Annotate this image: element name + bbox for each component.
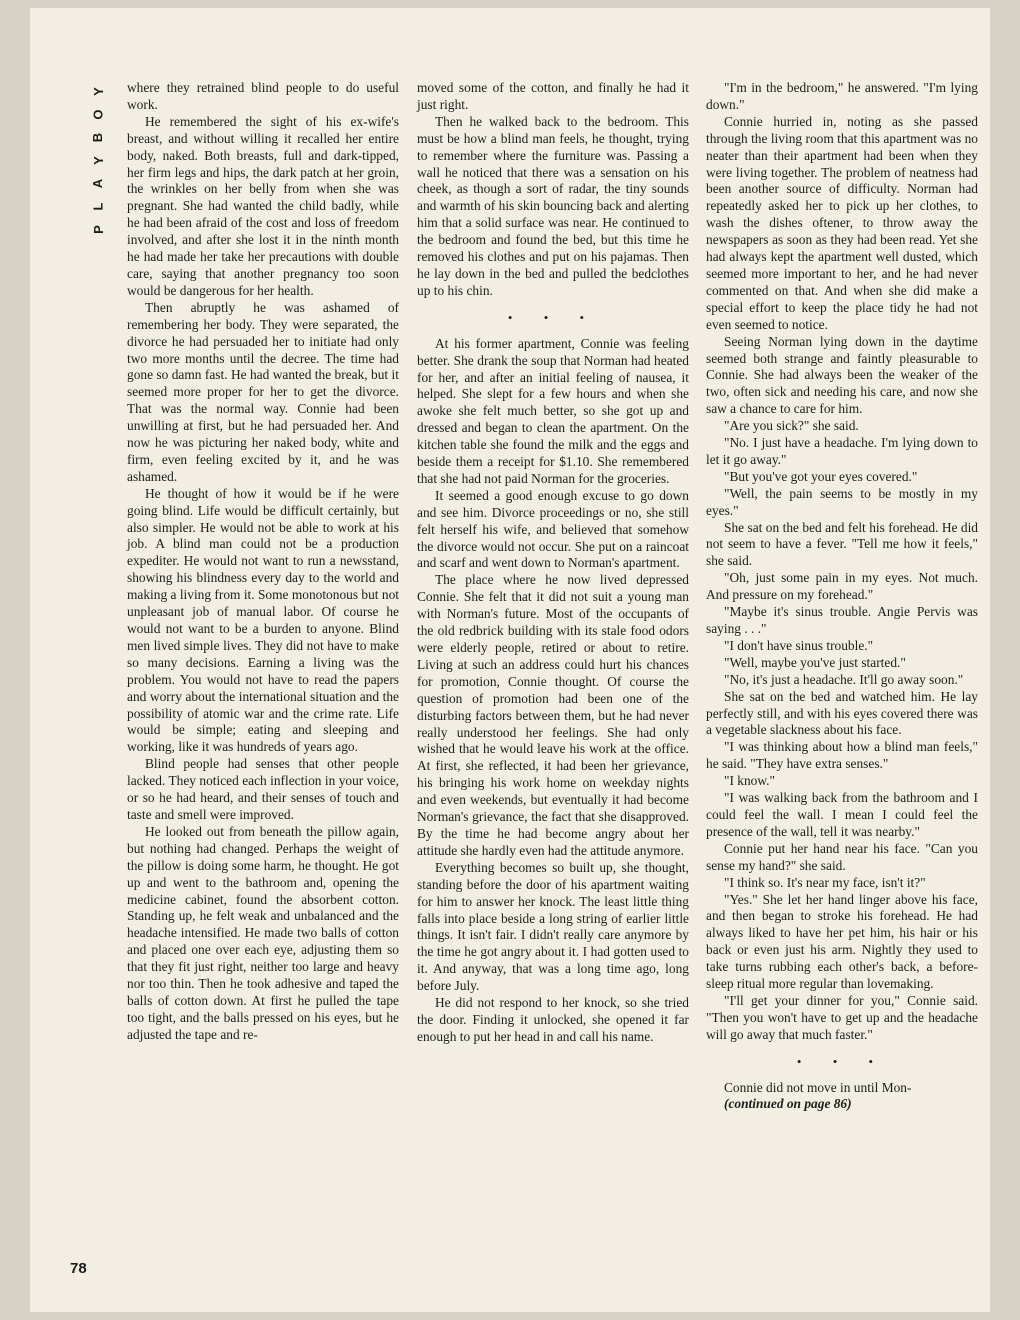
paragraph: At his former apartment, Connie was feeling better. She drank the soup that Norman had heated for her, and after an initial feeling of nausea, it helped. She slept for a few hours and when she awoke she felt much better, so she got up and dressed and began to clean the apartment. On the kitchen table she found the milk and the eggs and beside them a receipt for $1.10. She remembered that she had not paid Norman for the groceries. bbox=[417, 335, 689, 486]
magazine-page bbox=[30, 8, 990, 1312]
text-column-3 bbox=[706, 80, 978, 1113]
running-head-letter: O bbox=[90, 109, 106, 120]
paragraph: "I was thinking about how a blind man feels," he said. "They have extra senses." bbox=[706, 739, 978, 772]
text-column-2 bbox=[417, 80, 689, 1046]
paragraph: "I don't have sinus trouble." bbox=[724, 637, 874, 653]
paragraph: Then he walked back to the bedroom. This must be how a blind man feels, he thought, trying to remember where the furniture was. Passing a wall he noticed that there was a sensation on his cheek, as though a sort of radar, the tiny sounds and warmth of his skin bouncing back and alerting him that a solid surface was near. He continued to the bedroom and found the bed, but this time he removed his clothes and put on his pajamas. Then he lay down in the bed and pulled the bedclothes up to his chin. bbox=[417, 113, 689, 298]
paragraph: "Are you sick?" she said. bbox=[724, 418, 859, 434]
paragraph: Blind people had senses that other people lacked. They noticed each inflection in your voice, or so he had heard, and their senses of touch and taste and smell were improved. bbox=[127, 756, 399, 822]
text-column-1 bbox=[127, 80, 399, 1044]
paragraph: Everything becomes so built up, she thought, standing before the door of his apartment waiting for him to answer her knock. The least little thing falls into place beside a long string of earlier little things. It isn't fair. I didn't really care anymore by the time he got angry about it. I had gotten used to it. And anyway, that was a long time ago, long before July. bbox=[417, 859, 689, 994]
page-number: 78 bbox=[70, 1260, 87, 1277]
paragraph: "I know." bbox=[724, 773, 775, 789]
paragraph: Seeing Norman lying down in the daytime seemed both strange and faintly pleasurable to Connie. She had always been the weaker of the two, often sick and needing his care, and now she saw a chance to care for him. bbox=[706, 333, 978, 417]
paragraph: "Well, maybe you've just started." bbox=[724, 654, 906, 670]
paragraph: "I think so. It's near my face, isn't it?" bbox=[724, 874, 926, 890]
paragraph: The place where he now lived depressed Connie. She felt that it did not suit a young man with Norman's future. Most of the occupants of the old redbrick building with its stale food odors were elderly people, retired or about to retire. Living at such an address could hurt his chances for promotion, Connie thought. Of course the question of promotion had been one of the disturbing factors between them, but he had never really understood her feelings. She had only wished that he would leave his work at the office. At first, she reflected, it had been her grievance, his bringing his work home on weekday nights and even weekends, but eventually it had become Norman's grievance, the fact that she disapproved. By the time he had become angry about her attitude she hardly even had the attitude anymore. bbox=[417, 572, 689, 858]
running-head-letter: L bbox=[90, 202, 106, 211]
running-head-letter: Y bbox=[90, 87, 106, 96]
running-head-playboy bbox=[88, 80, 108, 241]
paragraph: Connie did not move in until Mon- bbox=[724, 1079, 912, 1095]
paragraph: where they retrained blind people to do useful work. bbox=[127, 80, 399, 112]
continued-note: (continued on page 86) bbox=[724, 1096, 852, 1112]
paragraph: He remembered the sight of his ex-wife's breast, and without willing it recalled her entire body, naked. Both breasts, full and dark-tipped, her firm legs and hips, the dark patch at her groin, the wrinkles on her belly from when she was pregnant. She had wanted the child badly, while he had been afraid of the cost and loss of freedom involved, and after she lost it in the ninth month he had made her take her precautions with double care, saying that another pregnancy too soon would be dangerous for her health. bbox=[127, 113, 399, 298]
paragraph: "No, it's just a headache. It'll go away soon." bbox=[724, 671, 964, 687]
section-break: • • • bbox=[507, 309, 599, 325]
running-head-letter: A bbox=[90, 178, 106, 189]
running-head-letter: Y bbox=[90, 156, 106, 165]
paragraph: "I'll get your dinner for you," Connie said. "Then you won't have to get up and the headache will go away that much faster." bbox=[706, 992, 978, 1042]
paragraph: "I was walking back from the bathroom and I could feel the wall. I mean I could feel the presence of the wall, tell it was nearby." bbox=[706, 790, 978, 839]
paragraph: "Yes." She let her hand linger above his face, and then began to stroke his forehead. He had always liked to have her pet him, his hair or his back or even just his arm. Nightly they used to take turns rubbing each other's back, a before-sleep ritual more regular than lovemaking. bbox=[706, 891, 978, 992]
paragraph: moved some of the cotton, and finally he had it just right. bbox=[417, 80, 689, 112]
paragraph: He looked out from beneath the pillow again, but nothing had changed. Perhaps the weight of the pillow is doing some harm, he thought. He got up and went to the bathroom and, opening the medicine cabinet, found the absorbent cotton. Standing up, he felt weak and unbalanced and the headache intensified. He made two balls of cotton and placed one over each eye, adjusting them so that they fit just right, neither too large and heavy nor too thin. Then he took adhesive and taped the balls of cotton down. At first he pulled the tape too tight, and the balls pressed on his eyes, but he adjusted the tape and re- bbox=[127, 823, 399, 1042]
paragraph: She sat on the bed and watched him. He lay perfectly still, and with his eyes covered there was a vegetable slackness about his face. bbox=[706, 688, 978, 738]
running-head-letter: B bbox=[90, 132, 106, 143]
paragraph: Connie put her hand near his face. "Can you sense my hand?" she said. bbox=[706, 840, 978, 873]
paragraph: She sat on the bed and felt his forehead. He did not seem to have a fever. "Tell me how it feels," she said. bbox=[706, 519, 978, 569]
paragraph: "I'm in the bedroom," he answered. "I'm lying down." bbox=[706, 80, 978, 112]
paragraph: "But you've got your eyes covered." bbox=[724, 468, 918, 484]
paragraph: Then abruptly he was ashamed of remembering her body. They were separated, the divorce he had persuaded her to initiate had only two more months until the decree. The time had gone so damn fast. He had wanted the break, but it seemed more proper for her to get the divorce. That was the normal way. Connie had been unwilling at first, but he had persuaded her. And now he was picturing her naked body, white and firm, even feeling excited by it, and he was ashamed. bbox=[127, 299, 399, 484]
paragraph: It seemed a good enough excuse to go down and see him. Divorce proceedings or no, she still felt herself his wife, and believed that somehow the divorce would not occur. She put on a raincoat and scarf and went down to Norman's apartment. bbox=[417, 487, 689, 571]
paragraph: He did not respond to her knock, so she tried the door. Finding it unlocked, she opened it far enough to put her head in and call his name. bbox=[417, 995, 689, 1044]
paragraph: He thought of how it would be if he were going blind. Life would be difficult certainly, but also simpler. He would not be able to work at his job. A blind man could not be a production expediter. He would not want to run a newsstand, showing his blindness every day to the world and making a living from it. Some monotonous but not unpleasant job of manual labor. Of course he would not want to be a burden to anyone. Blind men lived simple lives. They did not have to make so many decisions. Earning a living was the problem. You would not have to read the papers and worry about the international situation and the possibility of atomic war and the crime rate. Life would be simple; eating and sleeping and working, like it was hundreds of years ago. bbox=[127, 485, 399, 755]
paragraph: "Oh, just some pain in my eyes. Not much. And pressure on my forehead." bbox=[706, 570, 978, 603]
section-break: • • • bbox=[796, 1053, 888, 1069]
paragraph: "Maybe it's sinus trouble. Angie Pervis was saying . . ." bbox=[706, 604, 978, 636]
running-head-letter: P bbox=[90, 225, 106, 234]
paragraph: "Well, the pain seems to be mostly in my eyes." bbox=[706, 485, 978, 518]
paragraph: Connie hurried in, noting as she passed through the living room that this apartment was no neater than their apartment had been when they were living together. The problem of neatness had been another source of difficulty. Norman had repeatedly asked her to pick up her clothes, to wash the dishes oftener, to throw away the newspapers as soon as they had been read. Yet she had always kept the apartment well dusted, which seemed more important to her, and he had never commented on that. And when she did make a special effort to keep the place tidy he had not even seemed to notice. bbox=[706, 113, 978, 332]
paragraph: "No. I just have a headache. I'm lying down to let it go away." bbox=[706, 435, 978, 467]
